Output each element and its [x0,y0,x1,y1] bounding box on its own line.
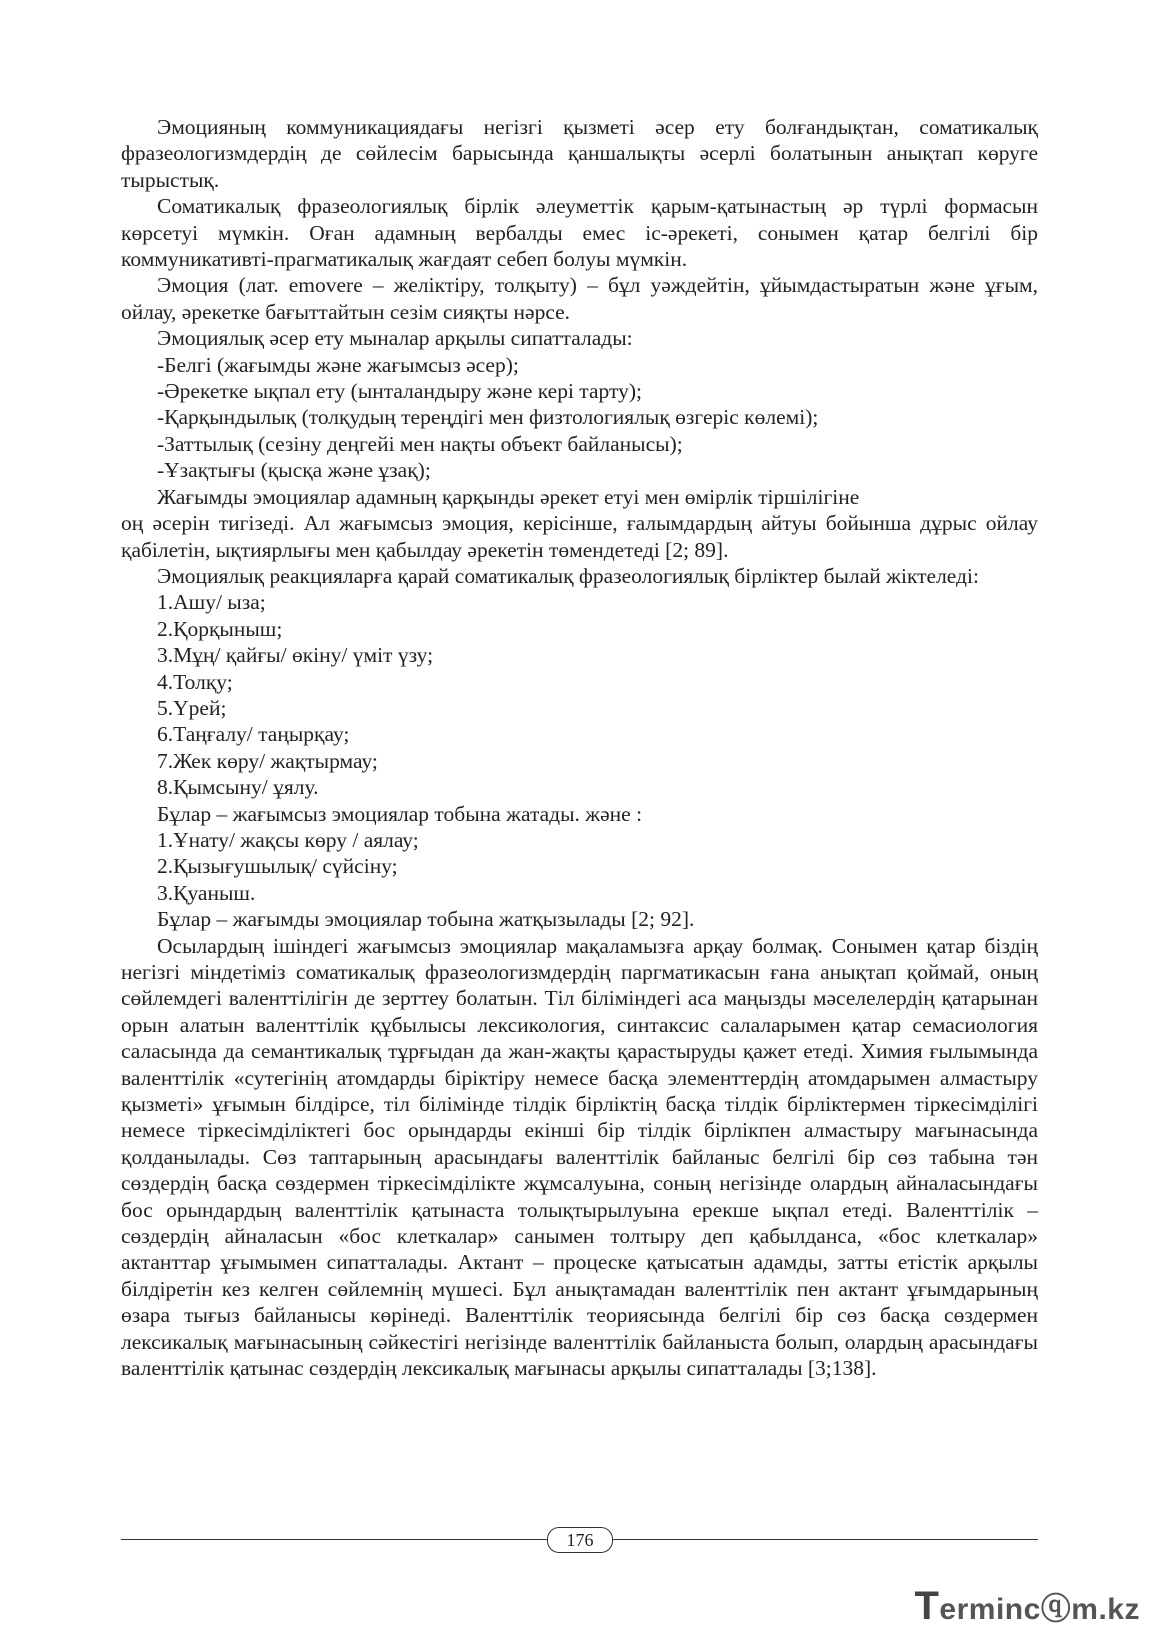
negative-summary: Бұлар – жағымсыз эмоциялар тобына жатады. және : [157,801,643,826]
paragraph-emotional-effect: Эмоциялық әсер ету мыналар арқылы сипатталады: [157,326,633,351]
negative-emotion-item: 2.Қорқыныш; [157,616,283,641]
negative-emotion-item: 4.Толқу; [157,669,233,694]
paragraph-somatic-unit: Соматикалық фразеологиялық бірлік әлеуметтік қарым-қатынастың әр түрлі формасын көрсетуі мүмкін. Оған адамның вербалды емес іс-әрекеті, сонымен қатар белгілі бір коммуникативті-прагматикалық жағдаят себеп болуы мүмкін. [121,194,1038,272]
paragraph-communication: Эмоцияның коммуникациядағы негізгі қызметі әсер ету болғандықтан, соматикалық фразеологизмдердің де сөйлесім барысында қаншалықты әсерлі болатынын анықтап көруге тырыстық. [121,115,1038,192]
negative-emotion-item: 7.Жек көру/ жақтырмау; [157,748,378,773]
positive-emotion-item: 1.Ұнату/ жақсы көру / аялау; [157,827,419,852]
positive-summary: Бұлар – жағымды эмоциялар тобына жатқызылады [2; 92]. [157,907,695,932]
page-number: 176 [547,1527,613,1553]
negative-emotion-item: 6.Таңғалу/ таңырқау; [157,722,350,747]
characteristic-item: -Әрекетке ықпал ету (ынталандыру және кері тарту); [157,379,642,404]
paragraph-valency: Осылардың ішіндегі жағымсыз эмоциялар мақаламызға арқау болмақ. Сонымен қатар біздің негізгі міндетіміз соматикалық фразеологизмдердің паргматикасын ғана анықтап қоймай, оның сөйлемдегі валенттілігін де зерттеу болатын. Тіл біліміндегі аса маңызды мәселелердің қатарынан орын алатын валенттілік құбылысы лексикология, синтаксис салаларымен қатар семасиология саласында да семантикалық тұрғыдан да жан-жақты қарастыруды қажет етеді. Химия ғылымында валенттілік «сутегінің атомдарды біріктіру немесе басқа элементтердің атомдарымен алмастыру қызметі» ұғымын білдірсе, тіл білімінде тілдік бірліктің басқа тілдік бірліктермен тіркесімділігі немесе тіркесімділіктегі бос орындарды екінші бір тілдік бірлікпен алмастыру мағынасында қолданылады. Сөз таптарының арасындағы валенттілік байланыс белгілі бір сөз табына тән сөздердің басқа сөздермен тіркесімділікте жұмсалуына, соның негізінде олардың айналасындағы бос орындардың валенттілік қатынаста толықтырылуына ерекше ықпал етеді. Валенттілік – сөздердің айналасын «бос клеткалар» санымен толтыру деп қабылданса, «бос клеткалар» актанттар ұғымымен сипатталады. Актант – процеске қатысатын адамды, затты етістік арқылы білдіретін кез келген сөйлемнің мүшесі. Бұл анықтамадан валенттілік пен актант ұғымдарының өзара тығыз байланысы көрінеді. Валенттілік теориясында белгілі бір сөз басқа сөздермен лексикалық мағынасының сәйкестігі негізінде валенттілік байланыста болып, олардың арасындағы валенттілік қатынас сөздердің лексикалық мағынасы арқылы сипатталады [3;138]. [121,933,1038,1381]
paragraph-emotion-definition: Эмоция (лат. emovere – желіктіру, толқыту) – бұл уәждейтін, ұйымдастыратын және ұғым, ойлау, әрекетке бағыттайтын сезім сияқты нәрсе. [121,273,1038,324]
positive-emotion-item: 3.Қуаныш. [157,880,256,905]
negative-emotion-item: 8.Қымсыну/ ұялу. [157,775,319,800]
positive-effect-first-line: Жағымды эмоциялар адамның қарқынды әрекет етуі мен өмірлік тіршілігіне [157,484,860,509]
negative-emotion-item: 1.Ашу/ ыза; [157,590,266,615]
negative-emotion-item: 3.Мұң/ қайғы/ өкіну/ үміт үзу; [157,643,434,668]
characteristic-item: -Қарқындылық (толқудың тереңдігі мен физтологиялық өзгеріс көлемі); [157,405,819,430]
site-watermark: Termincⓠm.kz [914,1584,1140,1628]
classification-intro: Эмоциялық реакцияларға қарай соматикалық фразеологиялық бірліктер былай жіктеледі: [157,563,979,588]
characteristic-item: -Белгі (жағымды және жағымсыз әсер); [157,352,519,377]
positive-emotion-item: 2.Қызығушылық/ сүйсіну; [157,854,398,879]
characteristic-item: -Ұзақтығы (қысқа және ұзақ); [157,458,431,483]
negative-emotion-item: 5.Үрей; [157,695,227,720]
page-body [121,114,1038,1382]
characteristic-item: -Заттылық (сезіну деңгейі мен нақты объект байланысы); [157,431,683,456]
positive-effect-continuation: оң әсерін тигізеді. Ал жағымсыз эмоция, керісінше, ғалымдардың айтуы бойынша дұрыс ойлау қабілетін, ықтиярлығы мен қабылдау әрекетін төмендетеді [2; 89]. [121,511,1038,562]
